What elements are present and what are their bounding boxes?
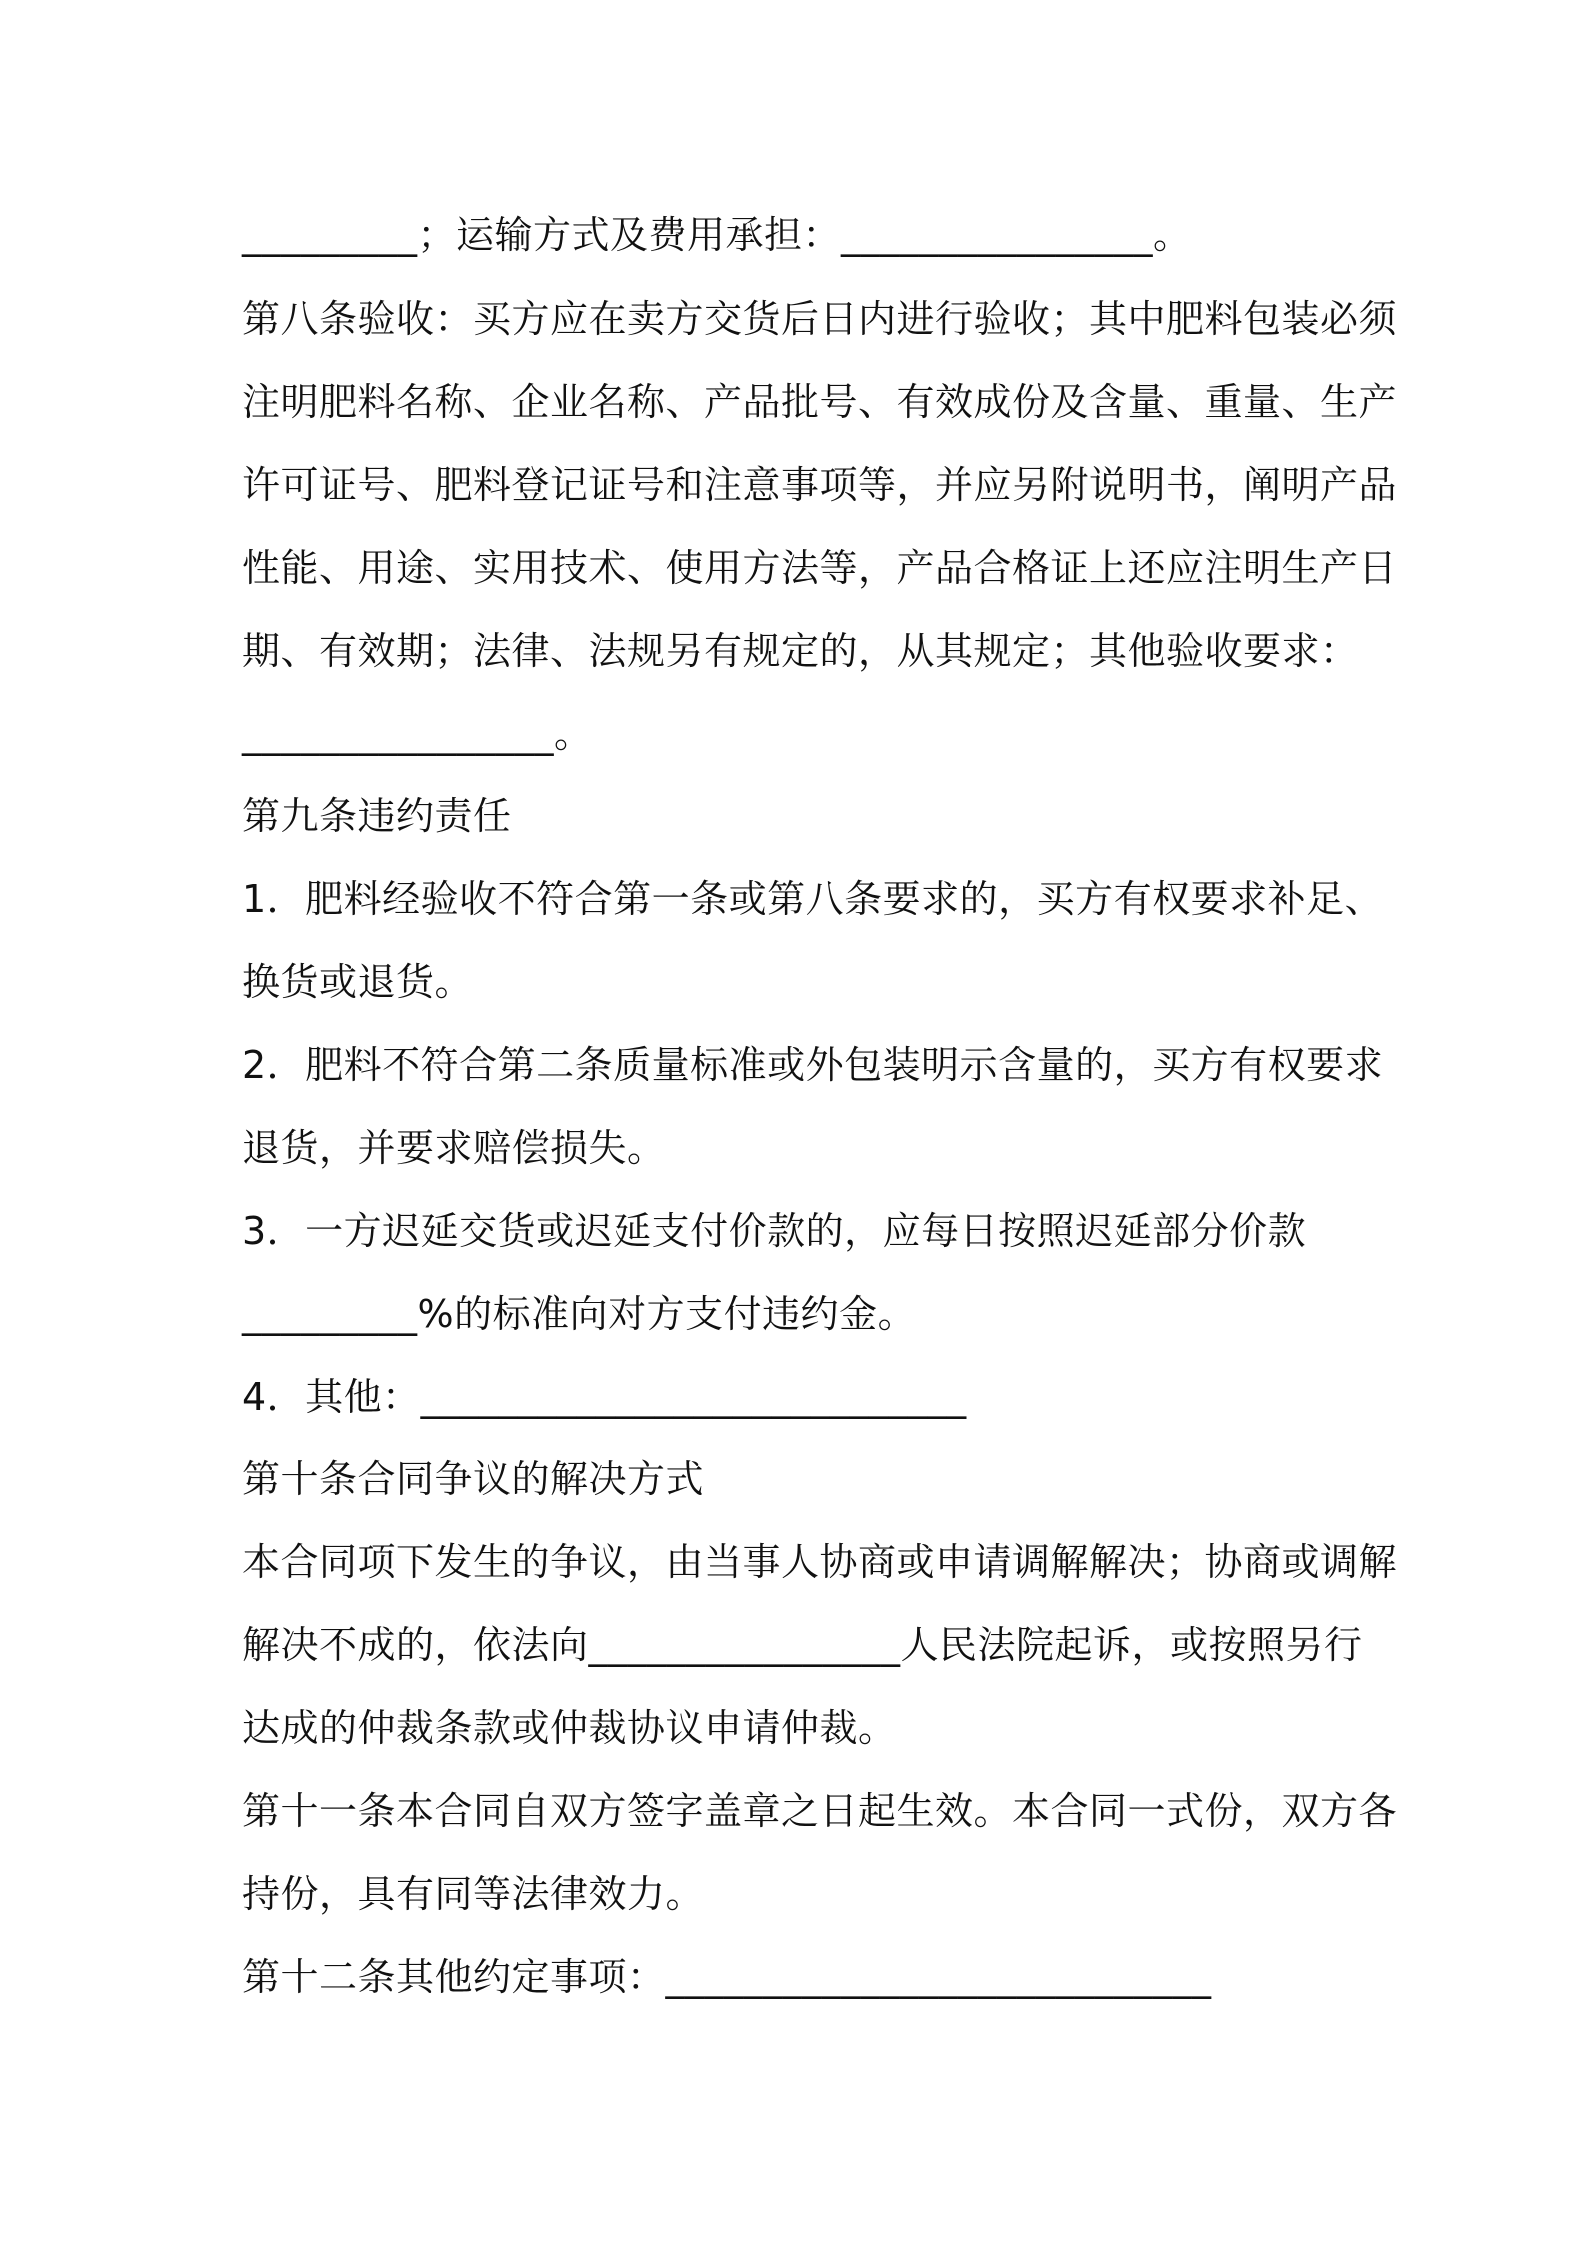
text-line: 第十一条本合同自双方签字盖章之日起生效。本合同一式份，双方各 — [242, 1789, 1398, 1833]
text-line: 许可证号、肥料登记证号和注意事项等，并应另附说明书，阐明产品 — [242, 463, 1398, 507]
text-line: 第十二条其他约定事项：____________________________ — [242, 1955, 1212, 1999]
text-line: 退货，并要求赔偿损失。 — [242, 1126, 666, 1170]
text-line: 解决不成的，依法向________________人民法院起诉，或按照另行 — [242, 1623, 1363, 1667]
text-line: _________；运输方式及费用承担：________________。 — [242, 213, 1192, 257]
section-heading: 第十条合同争议的解决方式 — [242, 1457, 705, 1501]
text-line: 达成的仲裁条款或仲裁协议申请仲裁。 — [242, 1706, 897, 1750]
text-line: 本合同项下发生的争议，由当事人协商或申请调解解决；协商或调解 — [242, 1540, 1398, 1584]
text-line: 1．肥料经验收不符合第一条或第八条要求的，买方有权要求补足、 — [242, 877, 1384, 921]
text-line: 注明肥料名称、企业名称、产品批号、有效成份及含量、重量、生产 — [242, 380, 1398, 424]
text-line: _________%的标准向对方支付违约金。 — [242, 1292, 917, 1336]
text-line: 期、有效期；法律、法规另有规定的，从其规定；其他验收要求： — [242, 629, 1359, 673]
text-line: 3．一方迟延交货或迟延支付价款的，应每日按照迟延部分价款 — [242, 1209, 1307, 1253]
section-heading: 第九条违约责任 — [242, 794, 512, 838]
text-line: 持份，具有同等法律效力。 — [242, 1872, 705, 1916]
text-line: 第八条验收：买方应在卖方交货后日内进行验收；其中肥料包装必须 — [242, 297, 1398, 341]
text-line: ________________。 — [242, 712, 593, 756]
text-line: 性能、用途、实用技术、使用方法等，产品合格证上还应注明生产日 — [242, 546, 1398, 590]
text-line: 2．肥料不符合第二条质量标准或外包装明示含量的，买方有权要求 — [242, 1043, 1384, 1087]
text-line: 换货或退货。 — [242, 960, 474, 1004]
text-line: 4．其他：____________________________ — [242, 1375, 967, 1419]
